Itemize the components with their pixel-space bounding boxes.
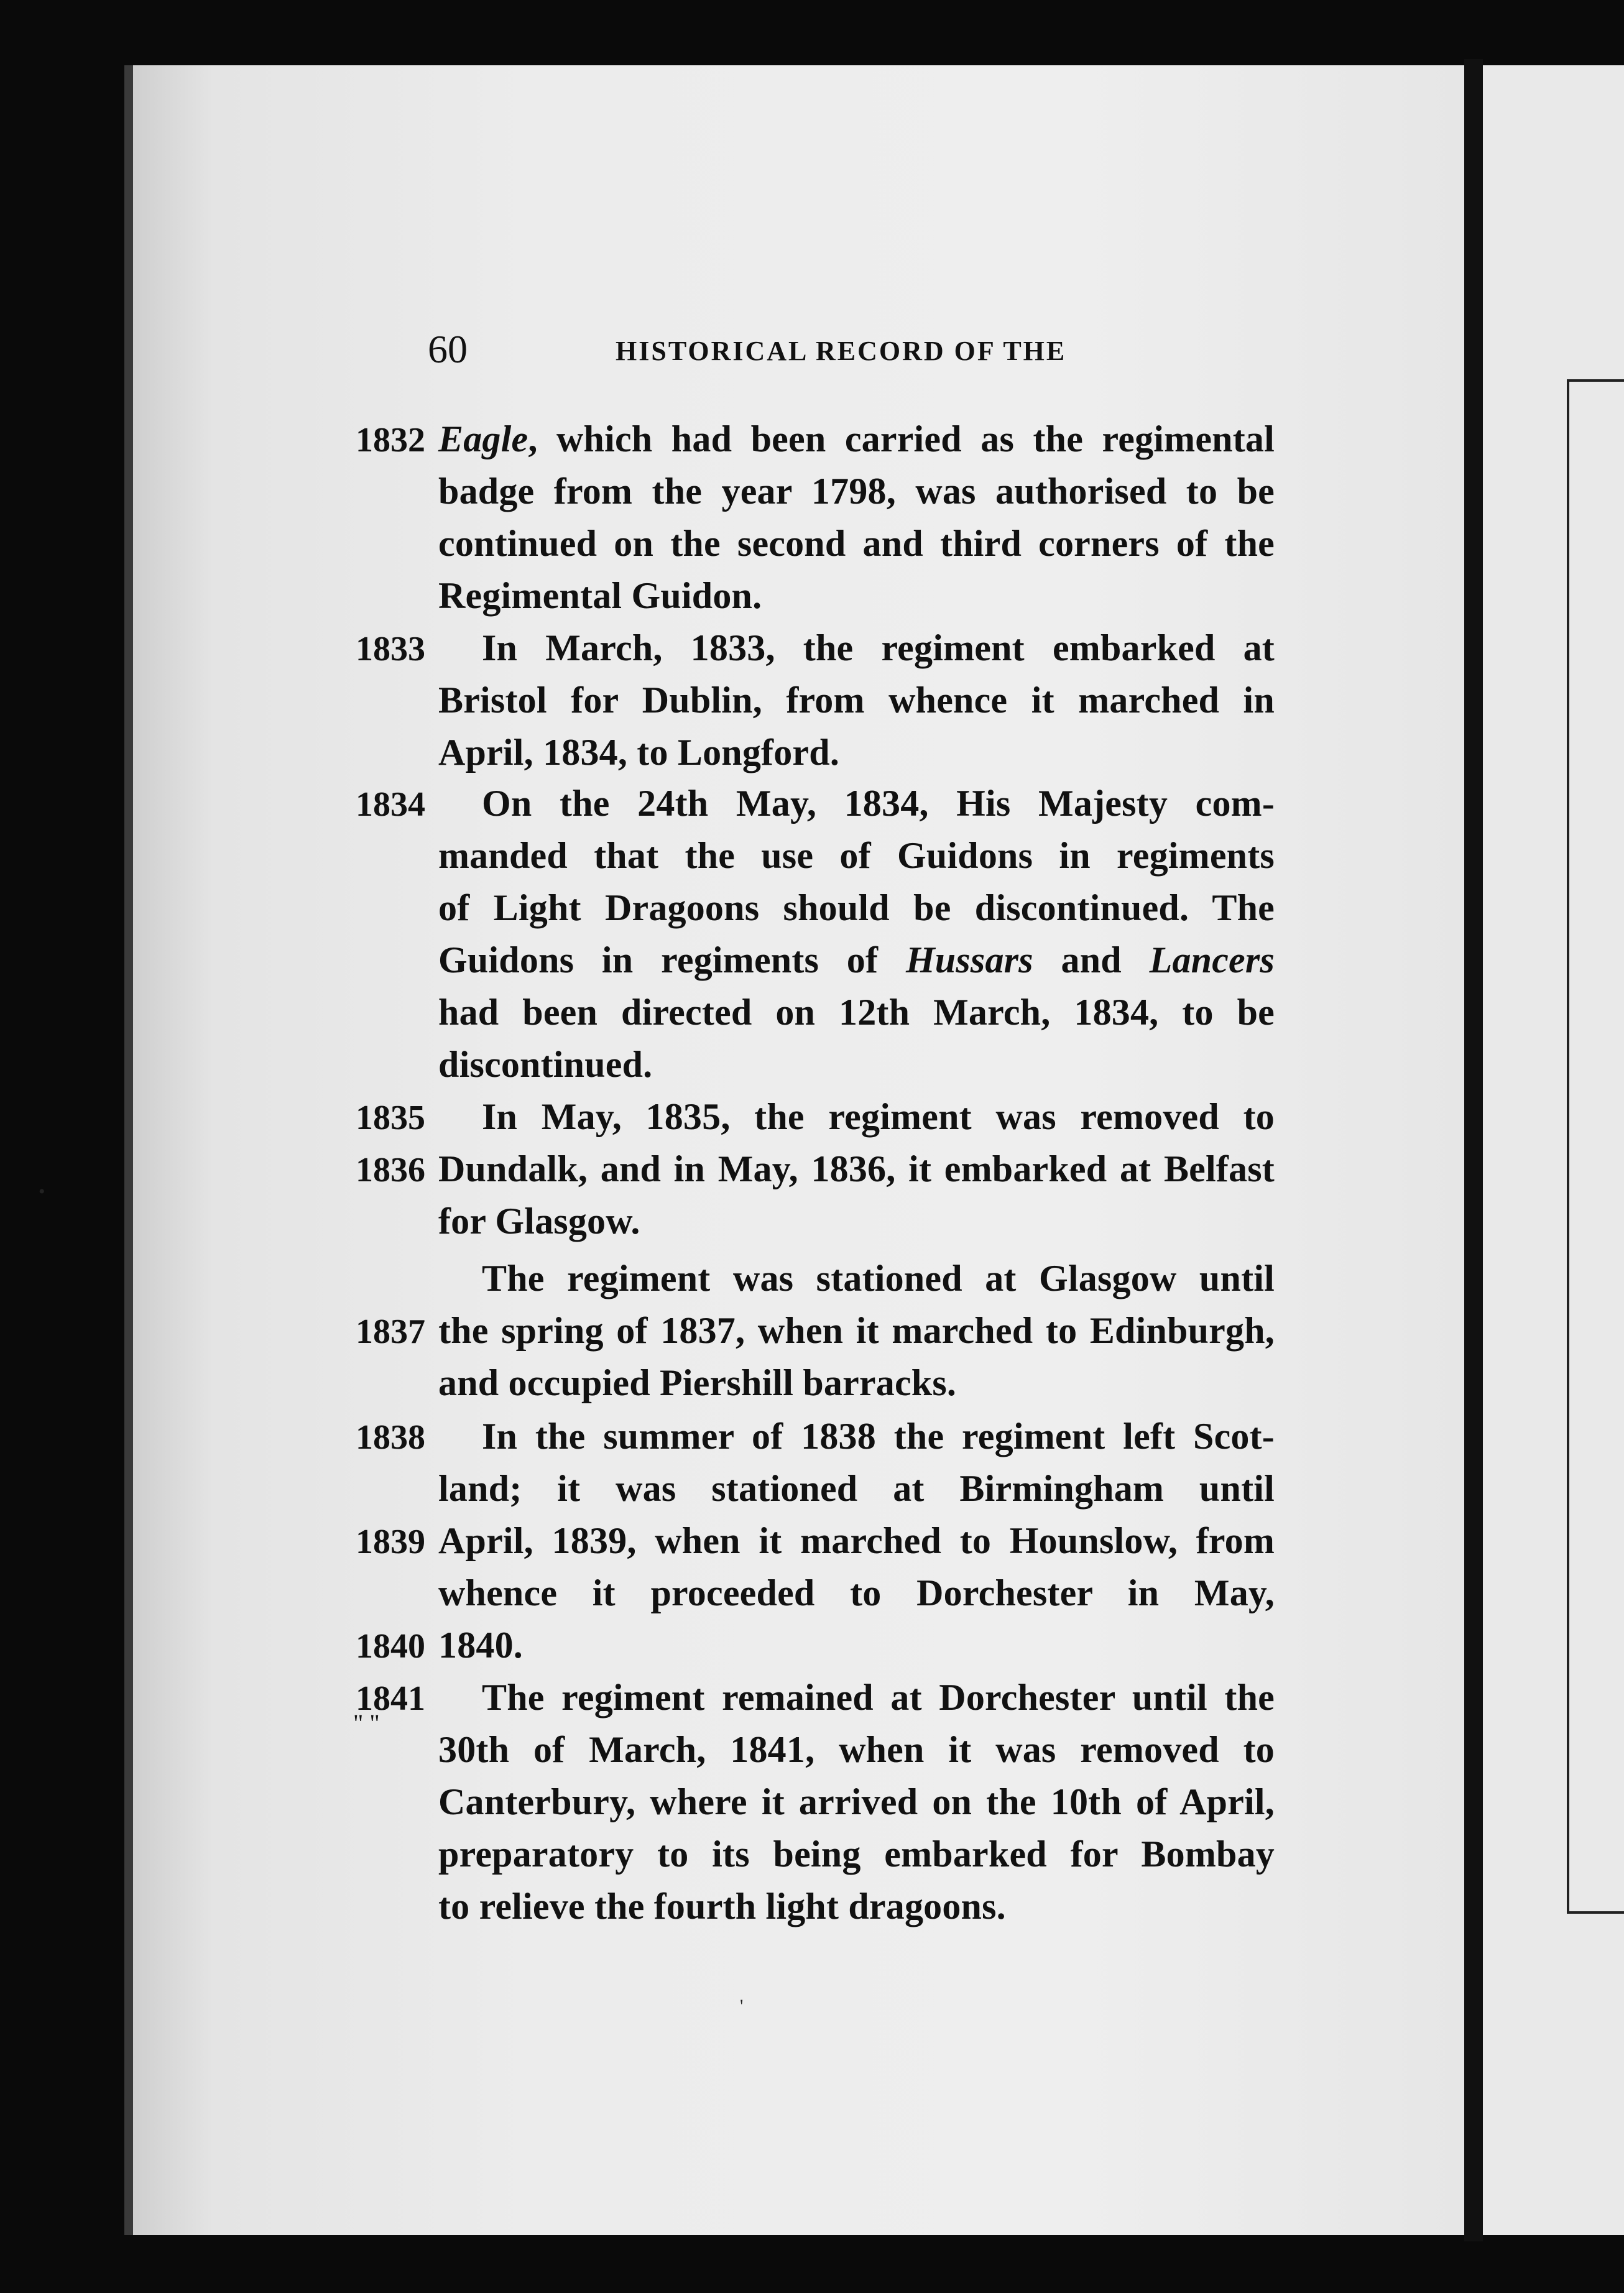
margin-marks: " "	[353, 1709, 380, 1737]
year-marginal-note: 1839	[356, 1523, 425, 1561]
text-line	[482, 1676, 1275, 1719]
italic-term: Hussars	[905, 939, 1033, 980]
italic-term: Eagle	[438, 418, 528, 459]
year-marginal-note: 1841	[356, 1679, 425, 1718]
text-run: preparatory to its being embarked for Bombay	[438, 1834, 1275, 1875]
text-line	[438, 834, 1275, 877]
text-line	[438, 1885, 1275, 1928]
text-line	[438, 1200, 1275, 1243]
text-line	[482, 1096, 1275, 1138]
text-run: , which had been carried as the regimental	[528, 418, 1275, 459]
text-line	[438, 1362, 1275, 1405]
text-run: to relieve the fourth light dragoons.	[438, 1886, 1006, 1927]
text-run: 1840.	[438, 1625, 523, 1666]
text-run: Guidons in regiments of	[438, 939, 906, 980]
text-run: badge from the year 1798, was authorised to be	[438, 471, 1275, 512]
text-run: In May, 1835, the regiment was removed to	[482, 1096, 1275, 1137]
year-marginal-note: 1832	[356, 421, 425, 459]
text-run: discontinued.	[438, 1044, 653, 1085]
speck-mark: '	[740, 1996, 744, 2016]
text-line	[482, 627, 1275, 670]
text-run: whence it proceeded to Dorchester in May,	[438, 1572, 1275, 1613]
text-line	[438, 574, 1275, 617]
speck-mark: •	[39, 1181, 45, 1202]
text-run: April, 1834, to Longford.	[438, 732, 840, 773]
text-line	[438, 939, 1275, 982]
text-run: 30th of March, 1841, when it was removed to	[438, 1729, 1275, 1770]
year-marginal-note: 1833	[356, 630, 425, 668]
text-line	[438, 1520, 1275, 1562]
text-line	[438, 991, 1275, 1034]
text-run: had been directed on 12th March, 1834, to be	[438, 992, 1275, 1033]
text-line	[482, 782, 1275, 825]
text-line	[438, 418, 1275, 461]
text-line	[438, 679, 1275, 722]
text-run: the spring of 1837, when it marched to Edinburgh,	[438, 1310, 1275, 1351]
text-line	[438, 887, 1275, 930]
year-marginal-note: 1834	[356, 785, 425, 824]
text-run: and	[1033, 939, 1150, 980]
text-line	[438, 731, 1275, 774]
text-run: and occupied Piershill barracks.	[438, 1362, 957, 1403]
year-marginal-note: 1838	[356, 1418, 425, 1457]
text-run: Regimental Guidon.	[438, 575, 762, 616]
text-run: The regiment was stationed at Glasgow until	[482, 1258, 1275, 1299]
text-line	[482, 1415, 1275, 1458]
text-run: On the 24th May, 1834, His Majesty com-	[482, 783, 1275, 824]
text-run: Dundalk, and in May, 1836, it embarked at Belfast	[438, 1148, 1275, 1189]
year-marginal-note: 1835	[356, 1099, 425, 1137]
italic-term: Lancers	[1149, 939, 1275, 980]
year-marginal-note: 1837	[356, 1313, 425, 1351]
text-line	[438, 1624, 1275, 1667]
text-run: for Glasgow.	[438, 1201, 640, 1242]
year-marginal-note: 1840	[356, 1627, 425, 1666]
running-head: HISTORICAL RECORD OF THE	[616, 336, 1067, 366]
page-number: 60	[428, 327, 468, 371]
text-line	[438, 1572, 1275, 1615]
text-line	[438, 522, 1275, 565]
text-line	[438, 470, 1275, 513]
year-marginal-note: 1836	[356, 1151, 425, 1189]
text-line	[438, 1781, 1275, 1824]
text-line	[438, 1148, 1275, 1191]
text-run: In the summer of 1838 the regiment left Scot-	[482, 1416, 1275, 1457]
text-line	[482, 1257, 1275, 1300]
text-run: manded that the use of Guidons in regiments	[438, 835, 1275, 876]
text-run: land; it was stationed at Birmingham until	[438, 1468, 1275, 1509]
text-run: Canterbury, where it arrived on the 10th of April,	[438, 1781, 1275, 1822]
text-line	[438, 1309, 1275, 1352]
text-run: continued on the second and third corners of the	[438, 523, 1275, 564]
text-line	[438, 1728, 1275, 1771]
text-line	[438, 1833, 1275, 1876]
text-run: April, 1839, when it marched to Hounslow, from	[438, 1520, 1275, 1561]
text-run: In March, 1833, the regiment embarked at	[482, 627, 1275, 668]
text-line	[438, 1043, 1275, 1086]
text-run: of Light Dragoons should be discontinued. The	[438, 887, 1275, 928]
text-run: The regiment remained at Dorchester until the	[482, 1677, 1275, 1718]
text-run: Bristol for Dublin, from whence it marched in	[438, 680, 1275, 721]
text-line	[438, 1467, 1275, 1510]
